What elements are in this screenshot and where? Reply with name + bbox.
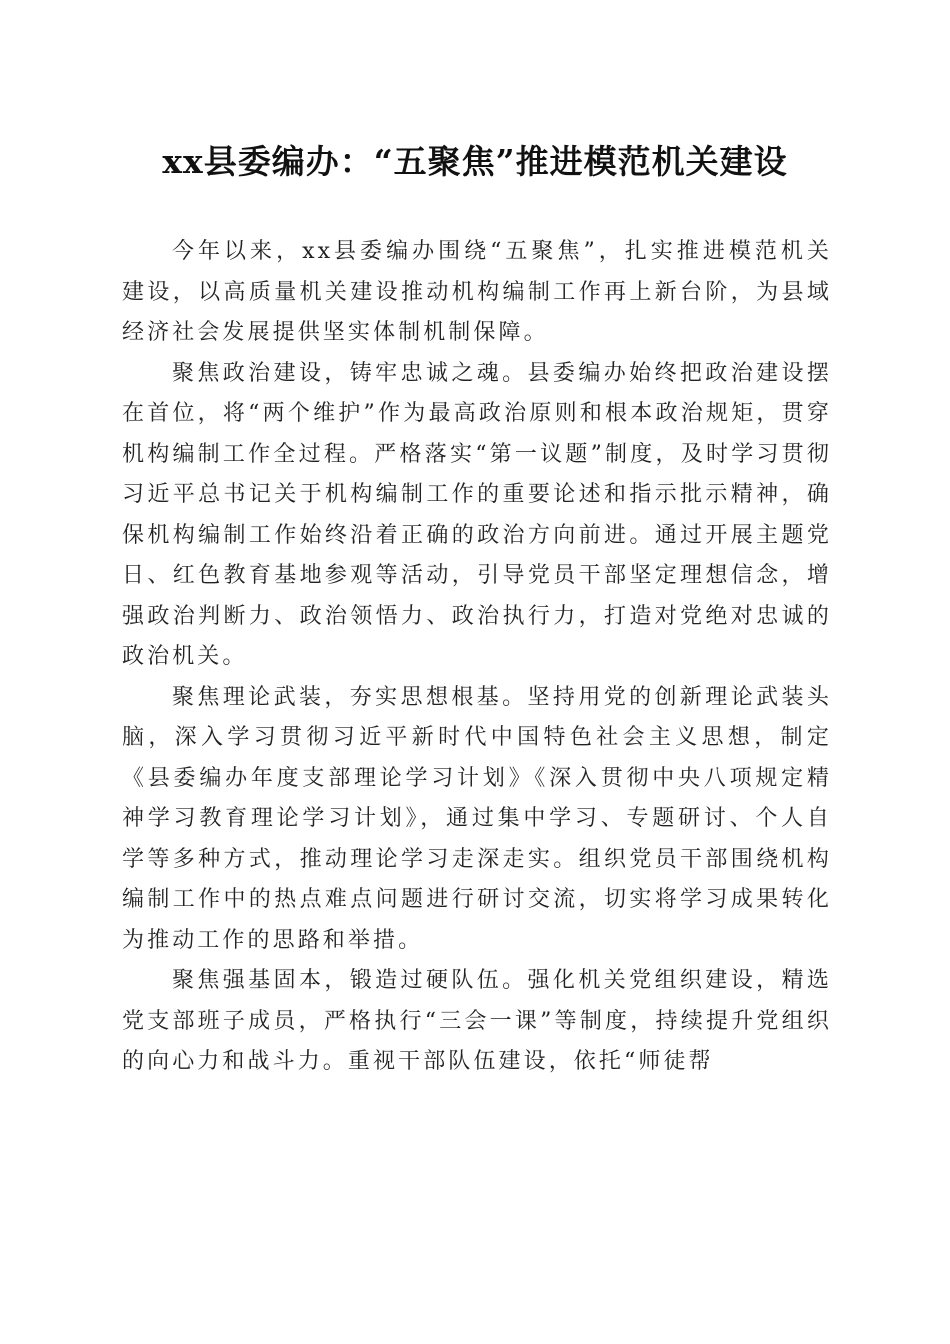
paragraph-intro: 今年以来，xx县委编办围绕“五聚焦”，扎实推进模范机关建设，以高质量机关建设推动机构编制工作再上新台阶，为县域经济社会发展提供坚实体制机制保障。 [122, 239, 832, 345]
document-title: xx县委编办：“五聚焦”推进模范机关建设 [162, 142, 788, 181]
paragraph-political-building: 聚焦政治建设，铸牢忠诚之魂。县委编办始终把政治建设摆在首位，将“两个维护”作为最高政治原则和根本政治规矩，贯穿机构编制工作全过程。严格落实“第一议题”制度，及时学习贯彻习近平总书记关于机构编制工作的重要论述和指示批示精神，确保机构编制工作始终沿着正确的政治方向前进。通过开展主题党日、红色教育基地参观等活动，引导党员干部坚定理想信念，增强政治判断力、政治领悟力、政治执行力，打造对党绝对忠诚的政治机关。 [122, 360, 832, 669]
paragraph-team-building: 聚焦强基固本，锻造过硬队伍。强化机关党组织建设，精选党支部班子成员，严格执行“三会一课”等制度，持续提升党组织的向心力和战斗力。重视干部队伍建设，依托“师徒帮 [122, 968, 832, 1074]
document-body [122, 232, 832, 1083]
paragraph-theory-study: 聚焦理论武装，夯实思想根基。坚持用党的创新理论武装头脑，深入学习贯彻习近平新时代中国特色社会主义思想，制定《县委编办年度支部理论学习计划》《深入贯彻中央八项规定精神学习教育理论学习计划》，通过集中学习、专题研讨、个人自学等多种方式，推动理论学习走深走实。组织党员干部围绕机构编制工作中的热点难点问题进行研讨交流，切实将学习成果转化为推动工作的思路和举措。 [122, 684, 832, 953]
